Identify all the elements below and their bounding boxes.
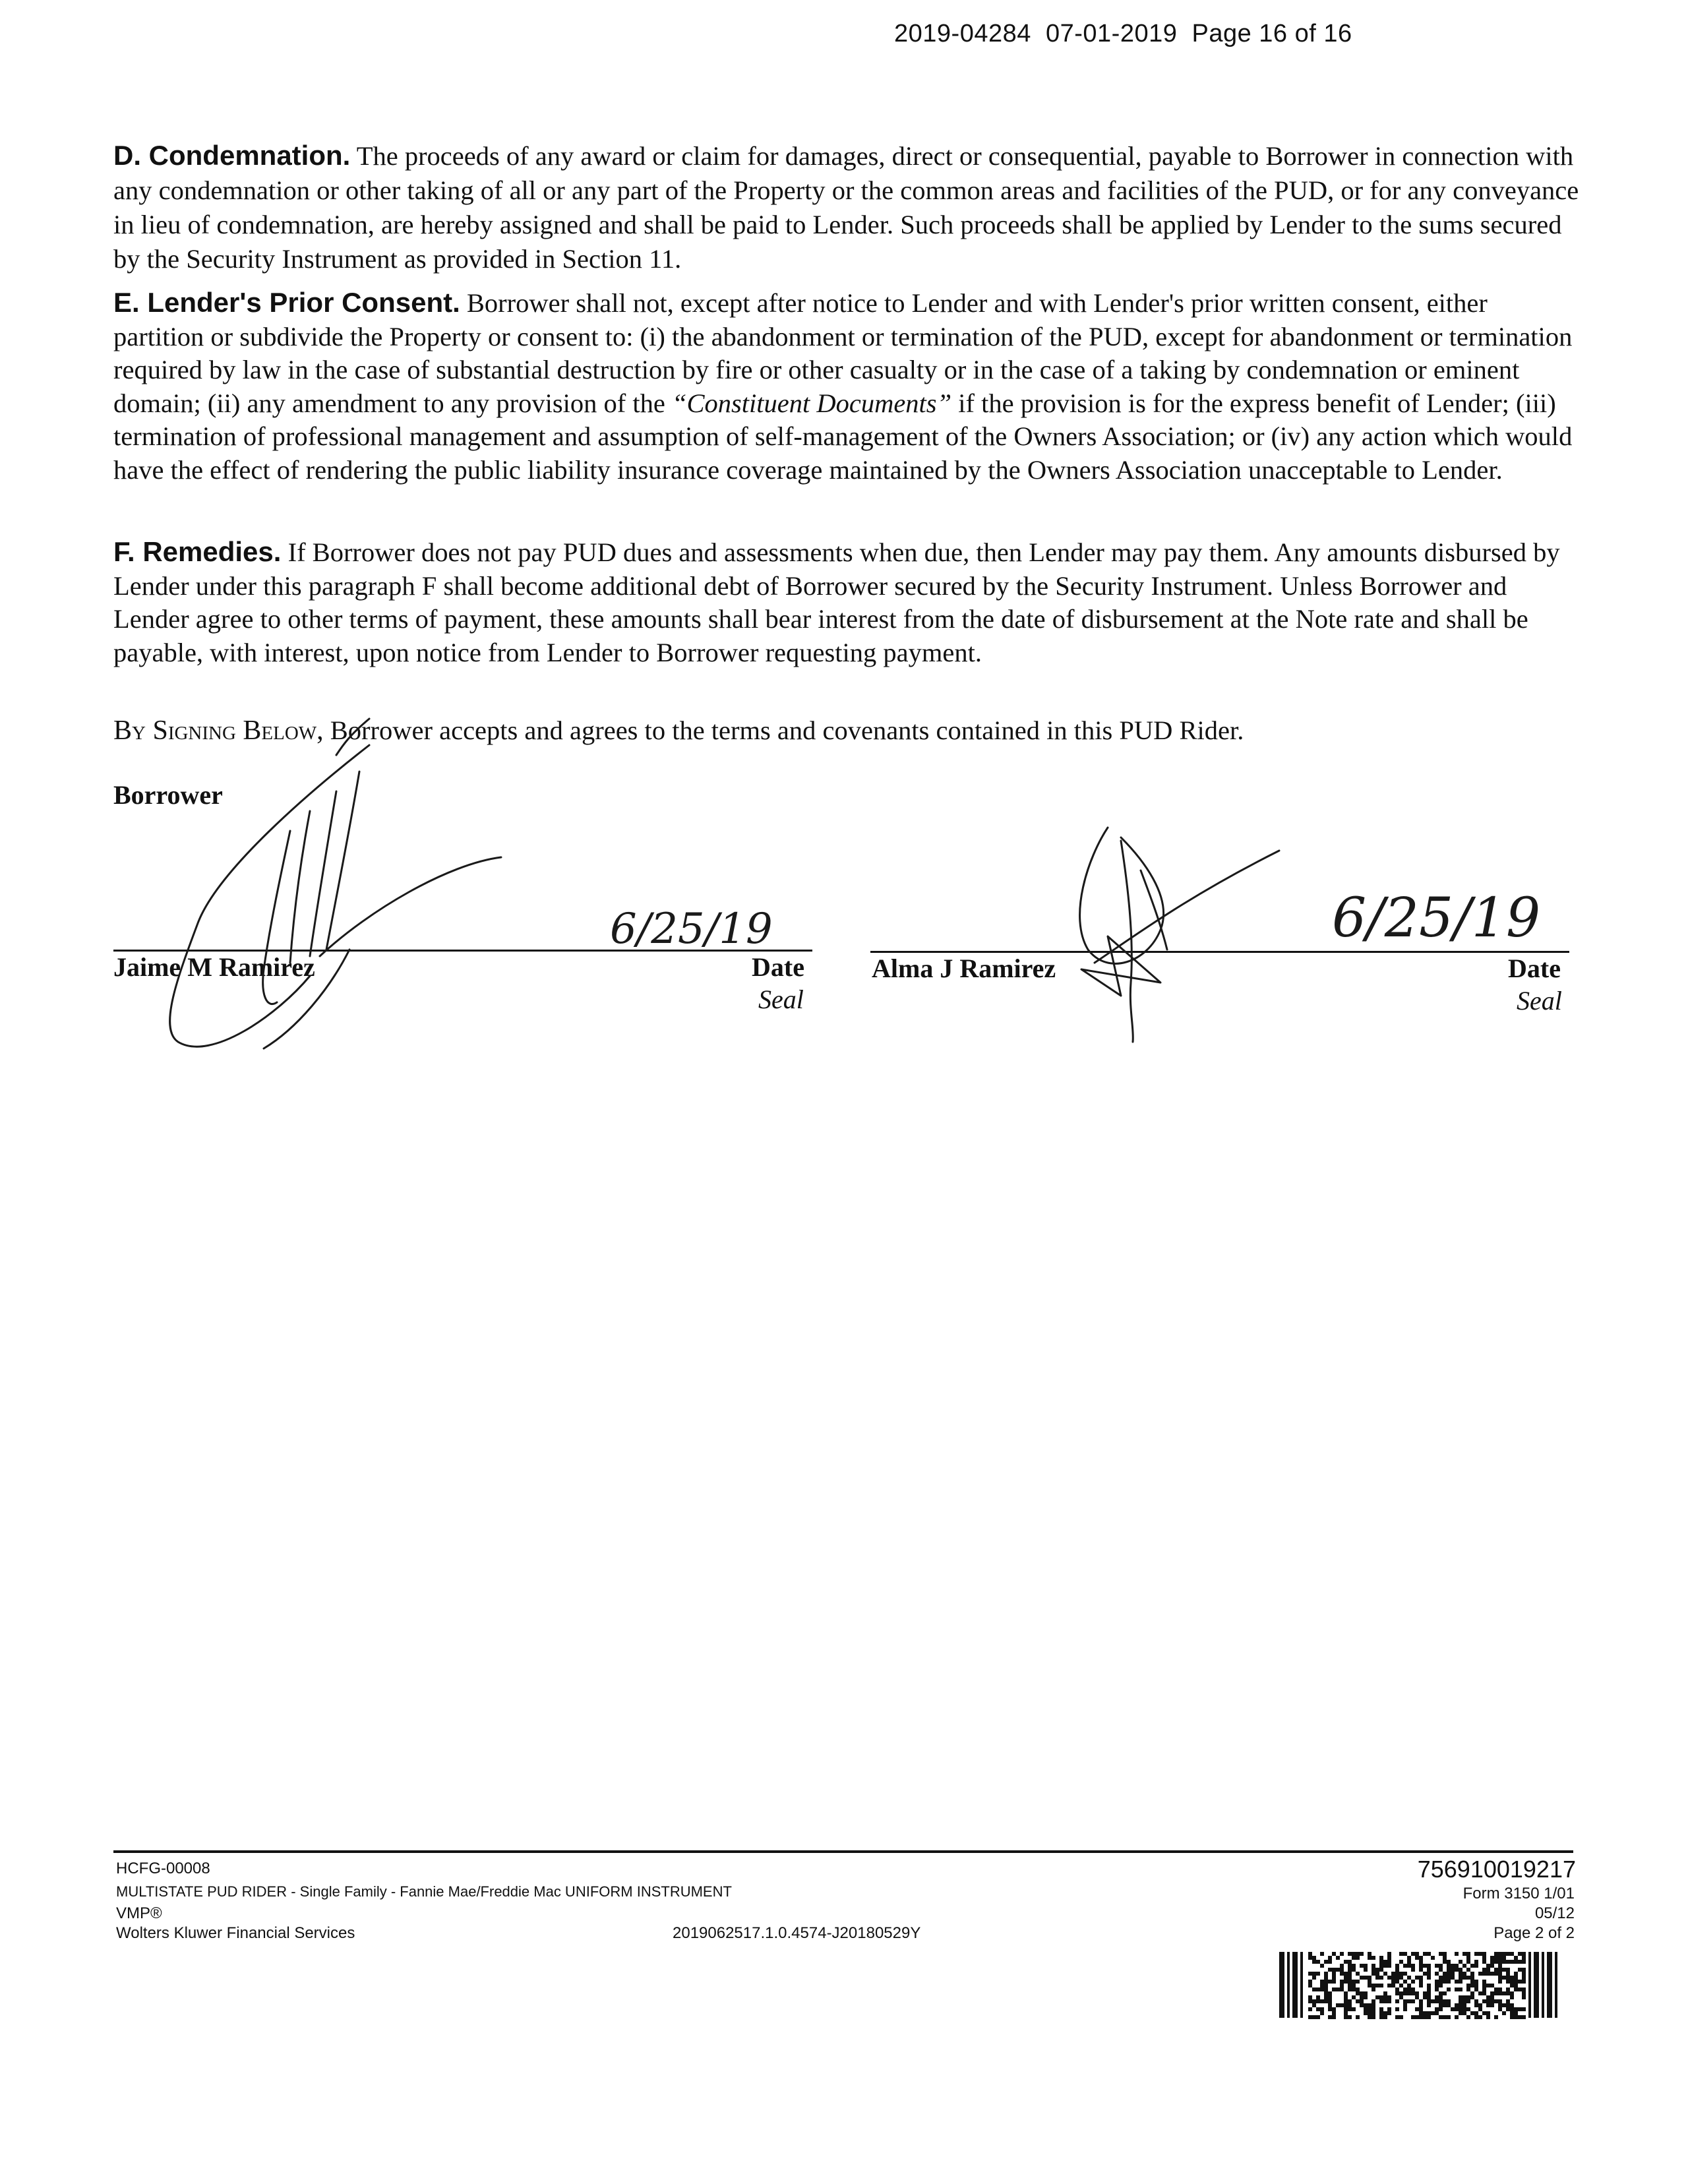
section-text: The proceeds of any award or claim for damages, direct or consequential, payable to Borrower in connection with any condemnation or other taking of all or any part of the Property or the common areas and facilities of the PUD, or for any conveyance in lieu of condemnation, are hereby assigned and shall be paid to Lender. Such proceeds shall be applied by Lender to the sums secured by the Security Instrument as provided in Section 11.	[113, 141, 1579, 274]
barcode	[1279, 1952, 1569, 2020]
form-title: MULTISTATE PUD RIDER - Single Family - Fannie Mae/Freddie Mac UNIFORM INSTRUMENT	[116, 1883, 732, 1900]
section-heading: F. Remedies.	[113, 536, 282, 567]
loan-number: 756910019217	[1417, 1856, 1576, 1883]
footer-rule	[113, 1850, 1573, 1853]
vmp-mark: VMP®	[116, 1904, 162, 1922]
section-text: Borrower shall not, except after notice to Lender and with Lender's prior written consent, either partition or subdivide the Property or consent to: (i) the abandonment or termination of the PUD, except for abandonment or termination required by law in the case of substantial destruction by fire or other casualty or in the case of a taking by condemnation or eminent domain; (ii) any amendment to any provision of the	[113, 288, 1573, 418]
publisher: Wolters Kluwer Financial Services	[116, 1924, 355, 1942]
section-text: If Borrower does not pay PUD dues and assessments when due, then Lender may pay them. Any amounts disbursed by Lender under this paragraph F shall become additional debt of Borrower secured by the Security Instrument. Unless Borrower and Lender agree to other terms of payment, these amounts shall bear interest from the date of disbursement at the Note rate and shall be payable, with interest, upon notice from Lender to Borrower requesting payment.	[113, 537, 1560, 667]
section-italic-term: “Constituent Documents”	[671, 388, 952, 418]
form-code: HCFG-00008	[116, 1860, 210, 1877]
handwritten-date: 6/25/19	[1332, 887, 1541, 950]
handwritten-date: 6/25/19	[610, 905, 773, 954]
section-heading: D. Condemnation.	[113, 140, 351, 171]
document-id: 2019062517.1.0.4574-J20180529Y	[673, 1924, 921, 1942]
seal-label: Seal	[1517, 986, 1562, 1016]
date-label: Date	[1508, 954, 1561, 983]
form-revision: 05/12	[1534, 1904, 1575, 1922]
section-heading: E. Lender's Prior Consent.	[113, 287, 460, 318]
signing-text: Borrower accepts and agrees to the terms and covenants contained in this PUD Rider.	[323, 715, 1244, 745]
section-text-continued: if the provision is for the express benefit of Lender; (iii) termination of professional management and assumption of self-management of the Owners Association; or (iv) any action which would have the effect of rendering the public liability insurance coverage maintained by the Owners Association unacceptable to Lender.	[113, 388, 1573, 485]
borrower-label: Borrower	[113, 780, 223, 810]
form-number: Form 3150 1/01	[1462, 1885, 1575, 1902]
page-number: Page 2 of 2	[1493, 1924, 1575, 1942]
signing-lead: By Signing Below,	[113, 715, 324, 746]
recording-header: 2019-04284 07-01-2019 Page 16 of 16	[894, 20, 1352, 47]
signature-scribble-jaime	[170, 719, 501, 1048]
date-label: Date	[752, 952, 804, 982]
signer-name: Jaime M Ramirez	[113, 952, 315, 982]
seal-label: Seal	[758, 985, 804, 1014]
signature-scribble-alma	[1080, 828, 1279, 1042]
signer-name: Alma J Ramirez	[872, 954, 1056, 983]
